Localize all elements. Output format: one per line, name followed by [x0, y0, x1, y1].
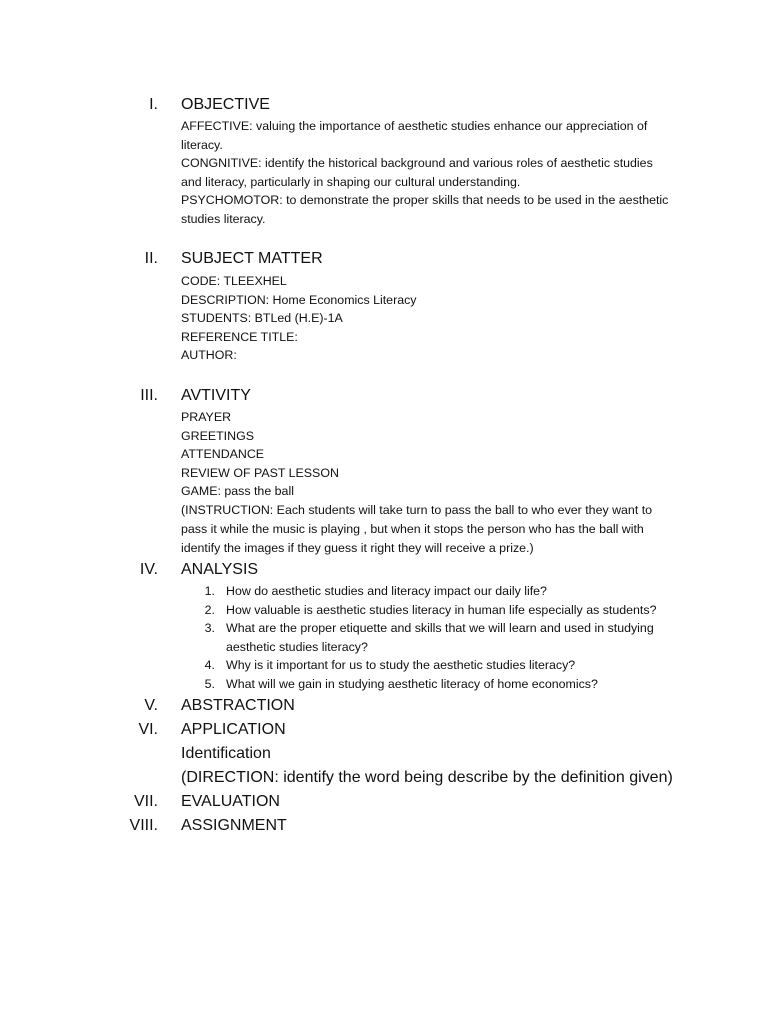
- application-line: Identification: [181, 745, 271, 762]
- question-number: 1.: [204, 584, 215, 598]
- section-numeral: VI.: [138, 721, 158, 738]
- section-numeral: II.: [144, 250, 158, 267]
- section-heading-analysis: ANALYSIS: [181, 561, 259, 578]
- question-text: How valuable is aesthetic studies literacy in human life especially as students?: [226, 602, 657, 617]
- question-text: Why is it important for us to study the aesthetic studies literacy?: [226, 658, 576, 672]
- section-heading-application: APPLICATION: [181, 721, 286, 738]
- activity-line: (INSTRUCTION: Each students will take turn to pass the ball to who ever they want to: [181, 503, 653, 517]
- section-heading-abstraction: ABSTRACTION: [181, 697, 295, 714]
- question-number: 3.: [204, 621, 215, 635]
- objective-line: and literacy, particularly in shaping our cultural understanding.: [181, 174, 521, 189]
- question-text: How do aesthetic studies and literacy impact our daily life?: [226, 584, 547, 598]
- section-numeral: I.: [149, 96, 158, 113]
- question-text: What are the proper etiquette and skills that we will learn and used in studying: [226, 621, 654, 635]
- question-number: 5.: [204, 676, 215, 691]
- question-number: 2.: [204, 602, 215, 617]
- subject-matter-line: AUTHOR:: [181, 348, 237, 362]
- application-line: (DIRECTION: identify the word being describe by the definition given): [181, 769, 673, 786]
- objective-line: PSYCHOMOTOR: to demonstrate the proper skills that needs to be used in the aesthetic: [181, 193, 669, 207]
- question-number: 4.: [204, 658, 215, 672]
- objective-line: studies literacy.: [181, 211, 266, 226]
- section-numeral: III.: [140, 387, 158, 404]
- activity-line: identify the images if they guess it right they will receive a prize.): [181, 541, 534, 555]
- objective-line: AFFECTIVE: valuing the importance of aesthetic studies enhance our appreciation of: [181, 119, 648, 133]
- section-heading-objective: OBJECTIVE: [181, 96, 270, 113]
- question-text: What will we gain in studying aesthetic literacy of home economics?: [226, 676, 598, 691]
- subject-matter-line: STUDENTS: BTLed (H.E)-1A: [181, 311, 343, 325]
- objective-line: CONGNITIVE: identify the historical background and various roles of aesthetic studies: [181, 156, 653, 170]
- section-numeral: VIII.: [129, 817, 158, 834]
- section-numeral: V.: [144, 697, 158, 714]
- section-heading-assignment: ASSIGNMENT: [181, 817, 287, 834]
- subject-matter-line: CODE: TLEEXHEL: [181, 274, 287, 288]
- section-heading-evaluation: EVALUATION: [181, 793, 280, 810]
- activity-line: PRAYER: [181, 410, 232, 424]
- subject-matter-line: REFERENCE TITLE:: [181, 329, 298, 344]
- activity-line: GAME: pass the ball: [181, 484, 294, 498]
- section-numeral: IV.: [139, 561, 158, 578]
- activity-line: pass it while the music is playing , but when it stops the person who has the ball with: [181, 522, 644, 536]
- section-numeral: VII.: [133, 793, 158, 810]
- section-heading-subject-matter: SUBJECT MATTER: [181, 250, 323, 267]
- objective-line: literacy.: [181, 137, 223, 152]
- activity-line: REVIEW OF PAST LESSON: [181, 465, 339, 480]
- activity-line: GREETINGS: [181, 428, 254, 443]
- question-text: aesthetic studies literacy?: [226, 639, 368, 654]
- activity-line: ATTENDANCE: [181, 447, 265, 461]
- subject-matter-line: DESCRIPTION: Home Economics Literacy: [181, 292, 417, 307]
- section-heading-activity: AVTIVITY: [181, 387, 251, 404]
